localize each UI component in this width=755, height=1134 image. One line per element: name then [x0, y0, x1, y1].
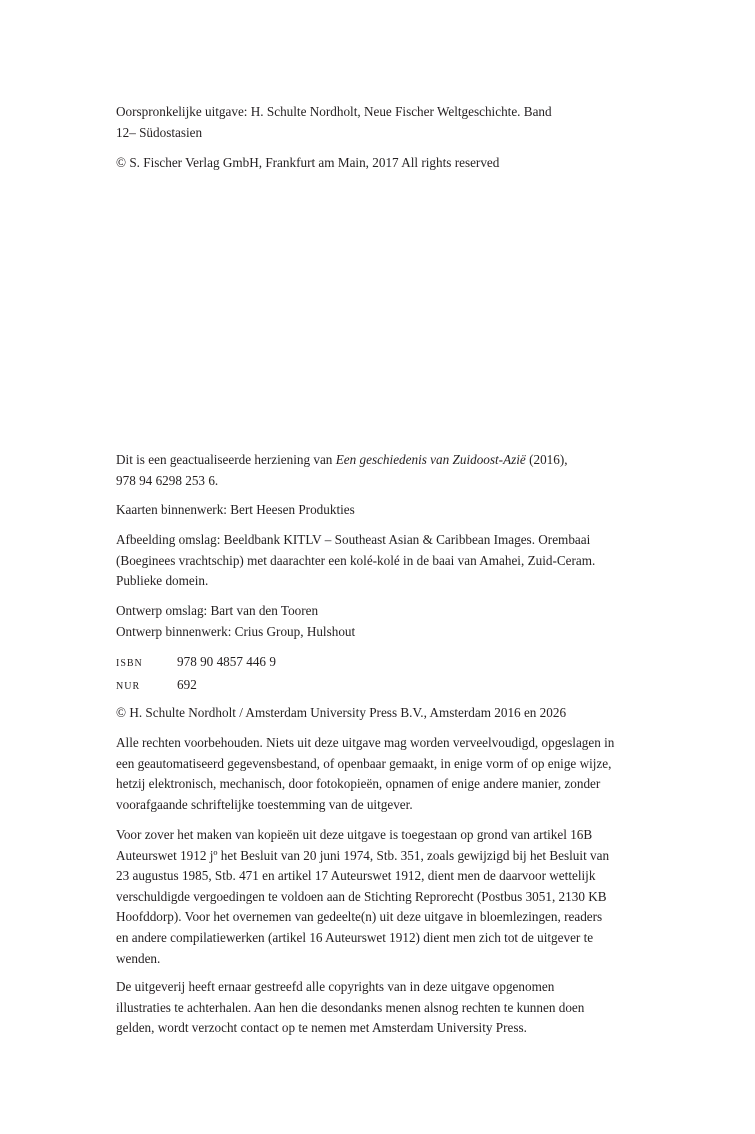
rights-line: Alle rechten voorbehouden. Niets uit deze uitgave mag worden verveelvoudigd, opgeslagen in — [116, 735, 615, 750]
original-edition-line: 12– Südostasien — [116, 124, 203, 140]
copy-permissions-paragraph — [116, 825, 656, 969]
cover-image-line: Publieke domein. — [116, 573, 209, 589]
permissions-line: verschuldigde vergoedingen te voldoen aan de Stichting Reprorecht (Postbus 3051, 2130 KB — [116, 888, 607, 904]
permissions-line: wenden. — [116, 950, 161, 966]
permissions-line: Auteurswet 1912 jº het Besluit van 20 juni 1974, Stb. 351, zoals gewijzigd bij het Besluit van — [116, 847, 610, 863]
revision-prefix: Dit is een geactualiseerde herziening van — [116, 452, 336, 467]
revision-line — [116, 450, 656, 471]
cover-design-line: Ontwerp omslag: Bart van den Tooren — [116, 603, 319, 618]
revision-note — [116, 450, 656, 491]
maps-credit — [116, 500, 656, 521]
permissions-line: Hoofddorp). Voor het overnemen van gedeelte(n) uit deze uitgave in bloemlezingen, readers — [116, 909, 603, 925]
revision-title: Een geschiedenis van Zuidoost-Azië — [335, 452, 526, 467]
nur-label: NUR — [116, 680, 141, 692]
revision-suffix: (2016), — [525, 452, 568, 467]
isbn-label: ISBN — [116, 658, 143, 669]
cover-image-credit — [116, 530, 656, 592]
permissions-line: en andere compilatiewerken (artikel 16 Auteurswet 1912) dient men zich tot de uitgever te — [116, 929, 594, 945]
rights-line: een geautomatiseerd gegevensbestand, of openbaar gemaakt, in enige vorm of op enige wijze, — [116, 755, 612, 771]
publisher-copyright — [116, 703, 656, 724]
nur-row — [116, 675, 656, 698]
original-copyright-line: © S. Fischer Verlag GmbH, Frankfurt am Main, 2017 All rights reserved — [116, 155, 500, 170]
image-rights-line: De uitgeverij heeft ernaar gestreefd alle copyrights van in deze uitgave opgenomen — [116, 979, 555, 994]
permissions-line: Voor zover het maken van kopieën uit deze uitgave is toegestaan op grond van artikel 16B — [116, 827, 593, 842]
rights-line: voorafgaande schriftelijke toestemming van de uitgever. — [116, 796, 413, 812]
image-rights-line: illustraties te achterhalen. Aan hen die desondanks menen alsnog rechten te kunnen doen — [116, 999, 585, 1015]
image-rights-line: gelden, wordt verzocht contact op te nemen met Amsterdam University Press. — [116, 1020, 527, 1036]
nur-value: 692 — [177, 676, 197, 692]
revision-isbn: 978 94 6298 253 6. — [116, 472, 219, 488]
publisher-copyright-line: © H. Schulte Nordholt / Amsterdam University Press B.V., Amsterdam 2016 en 2026 — [116, 705, 567, 720]
original-copyright — [116, 153, 656, 174]
rights-reserved-paragraph — [116, 733, 656, 815]
cover-image-line: Afbeelding omslag: Beeldbank KITLV – Southeast Asian & Caribbean Images. Orembaai — [116, 532, 591, 547]
original-edition-line: Oorspronkelijke uitgave: H. Schulte Nordholt, Neue Fischer Weltgeschichte. Band — [116, 104, 552, 119]
isbn-row — [116, 652, 656, 675]
isbn-value: 978 90 4857 446 9 — [177, 654, 276, 669]
interior-design-line: Ontwerp binnenwerk: Crius Group, Hulshout — [116, 623, 356, 639]
image-rights-paragraph — [116, 977, 656, 1039]
maps-credit-line: Kaarten binnenwerk: Bert Heesen Produkties — [116, 502, 355, 517]
original-edition-block — [116, 102, 656, 143]
codes-block — [116, 652, 656, 697]
permissions-line: 23 augustus 1985, Stb. 471 en artikel 17 Auteurswet 1912, dient men de daarvoor wettelijk — [116, 868, 596, 884]
cover-image-line: (Boeginees vrachtschip) met daarachter een kolé-kolé in de baai van Amahei, Zuid-Ceram. — [116, 552, 596, 568]
design-credits — [116, 601, 656, 642]
rights-line: hetzij elektronisch, mechanisch, door fotokopieën, opnamen of enige andere manier, zonder — [116, 776, 601, 792]
